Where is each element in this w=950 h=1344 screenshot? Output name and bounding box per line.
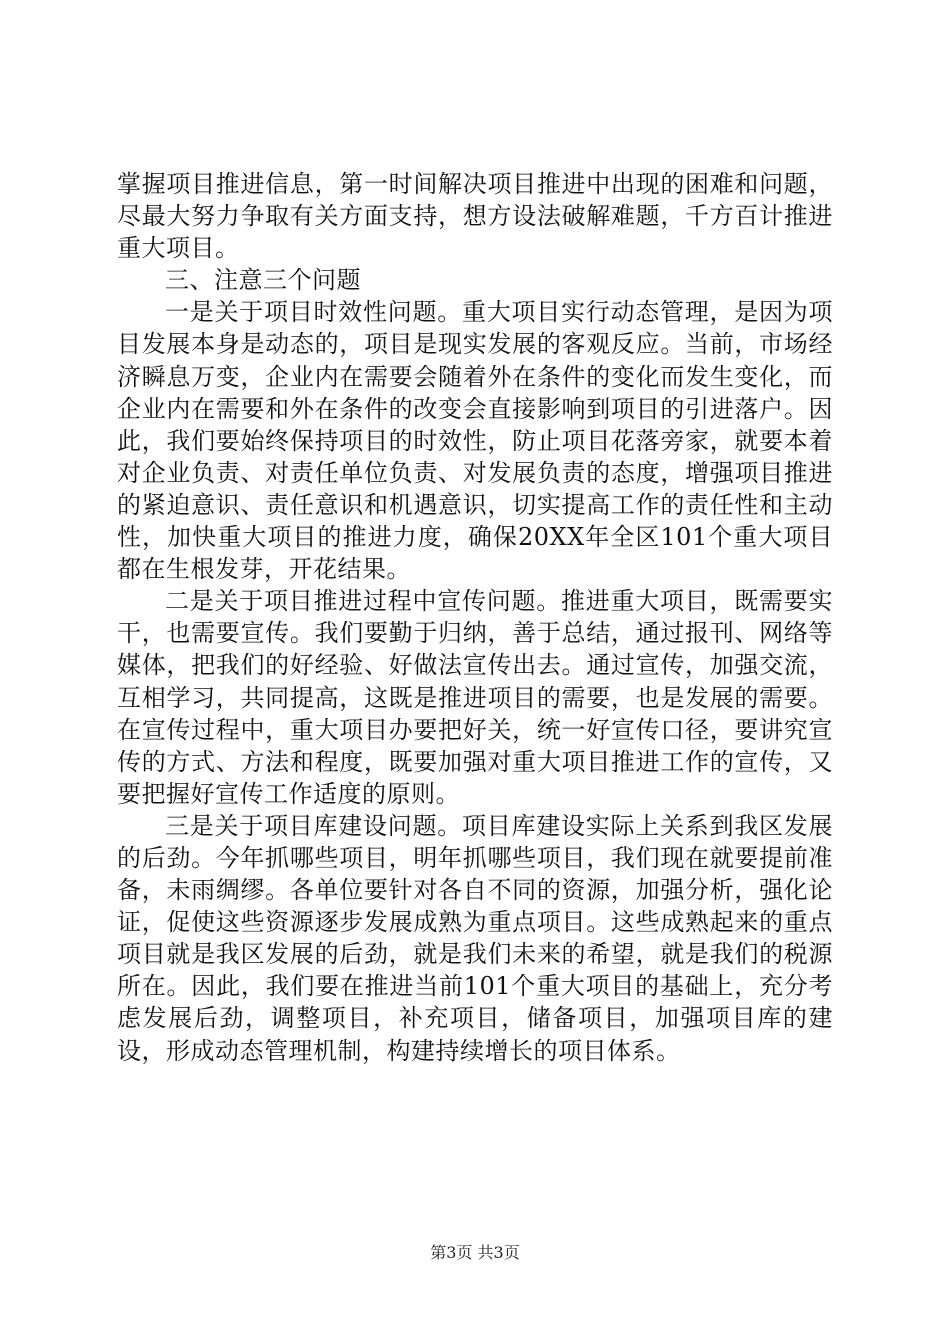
paragraph-publicity: 二是关于项目推进过程中宣传问题。推进重大项目，既需要实干，也需要宣传。我们要勤于归纳，善于总结，通过报刊、网络等媒体，把我们的好经验、好做法宣传出去。通过宣传，加强交流，互相学习，共同提高，这既是推进项目的需要，也是发展的需要。在宣传过程中，重大项目办要把好关，统一好宣传口径，要讲究宣传的方式、方法和程度，既要加强对重大项目推进工作的宣传，又要把握好宣传工作适度的原则。 xyxy=(117,587,833,808)
section-heading: 三、注意三个问题 xyxy=(165,266,361,295)
paragraph-timeliness: 一是关于项目时效性问题。重大项目实行动态管理，是因为项目发展本身是动态的，项目是现实发展的客观反应。当前，市场经济瞬息万变，企业内在需要会随着外在条件的变化而发生变化，而企业内在需要和外在条件的改变会直接影响到项目的引进落户。因此，我们要始终保持项目的时效性，防止项目花落旁家，就要本着对企业负责、对责任单位负责、对发展负责的态度，增强项目推进的紧迫意识、责任意识和机遇意识，切实提高工作的责任性和主动性，加快重大项目的推进力度，确保20XX年全区101个重大项目都在生根发芽，开花结果。 xyxy=(117,298,833,584)
document-body xyxy=(117,168,833,1067)
paragraph-continuation: 掌握项目推进信息，第一时间解决项目推进中出现的困难和问题，尽最大努力争取有关方面支持，想方设法破解难题，千方百计推进重大项目。 xyxy=(117,170,833,263)
page-footer: 第3页 共3页 xyxy=(430,1243,520,1262)
paragraph-project-library: 三是关于项目库建设问题。项目库建设实际上关系到我区发展的后劲。今年抓哪些项目，明年抓哪些项目，我们现在就要提前准备，未雨绸缪。各单位要针对各自不同的资源，加强分析，强化论证，促使这些资源逐步发展成熟为重点项目。这些成熟起来的重点项目就是我区发展的后劲，就是我们未来的希望，就是我们的税源所在。因此，我们要在推进当前101个重大项目的基础上，充分考虑发展后劲，调整项目，补充项目，储备项目，加强项目库的建设，形成动态管理机制，构建持续增长的项目体系。 xyxy=(117,811,833,1065)
